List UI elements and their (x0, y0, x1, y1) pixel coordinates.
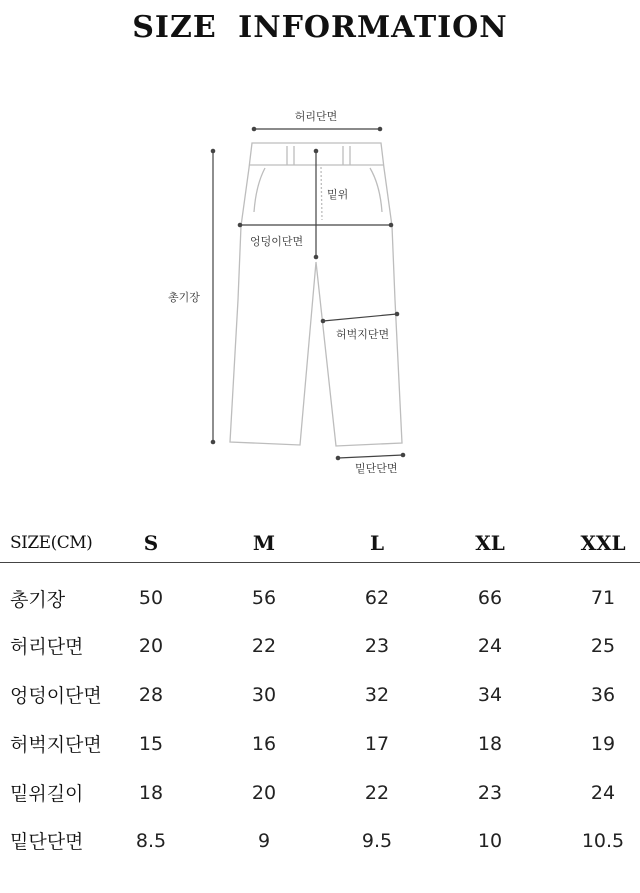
row-label: 엉덩이단면 (10, 685, 102, 707)
row-label: 허리단면 (10, 636, 84, 658)
hip-label: 엉덩이단면 (250, 235, 304, 248)
total-length-measure (168, 149, 215, 445)
total-length-label: 총기장 (168, 291, 200, 304)
table-cell: 34 (477, 684, 503, 706)
size-header-xl: XL (475, 531, 505, 555)
table-cell: 8.5 (135, 830, 167, 852)
row-label: 총기장 (10, 589, 66, 611)
table-cell: 9.5 (361, 830, 393, 852)
table-cell: 24 (477, 635, 503, 657)
table-cell: 22 (251, 635, 277, 657)
table-cell: 28 (138, 684, 164, 706)
thigh-measure (321, 312, 400, 341)
page-title: SIZE INFORMATION (132, 10, 508, 45)
table-cell: 20 (138, 635, 164, 657)
table-cell: 30 (251, 684, 277, 706)
table-cell: 23 (364, 635, 390, 657)
table-cell: 50 (138, 587, 164, 609)
table-cell: 10 (477, 830, 503, 852)
hem-measure (336, 453, 406, 475)
table-cell: 19 (590, 733, 616, 755)
table-cell: 23 (477, 782, 503, 804)
rise-label: 밑위 (327, 188, 349, 201)
table-cell: 25 (590, 635, 616, 657)
row-label: 허벅지단면 (10, 734, 102, 756)
table-cell: 62 (364, 587, 390, 609)
table-cell: 36 (590, 684, 616, 706)
table-cell: 10.5 (581, 830, 625, 852)
table-cell: 24 (590, 782, 616, 804)
thigh-label: 허벅지단면 (336, 328, 390, 341)
size-header-s: S (143, 531, 159, 555)
waist-label: 허리단면 (294, 110, 338, 123)
table-header-label: SIZE(CM) (10, 533, 93, 553)
size-header-xxl: XXL (580, 531, 626, 555)
row-label: 밑단단면 (10, 831, 84, 853)
table-cell: 66 (477, 587, 503, 609)
waist-measure (252, 109, 383, 131)
table-cell: 20 (251, 782, 277, 804)
table-cell: 17 (364, 733, 390, 755)
header-divider (0, 562, 640, 563)
table-cell: 18 (138, 782, 164, 804)
size-header-l: L (369, 531, 385, 555)
table-cell: 71 (590, 587, 616, 609)
table-cell: 16 (251, 733, 277, 755)
table-cell: 15 (138, 733, 164, 755)
hem-label: 밑단단면 (355, 462, 398, 475)
table-cell: 18 (477, 733, 503, 755)
table-cell: 9 (257, 830, 271, 852)
row-label: 밑위길이 (10, 783, 84, 805)
table-cell: 22 (364, 782, 390, 804)
table-cell: 56 (251, 587, 277, 609)
table-cell: 32 (364, 684, 390, 706)
size-header-m: M (252, 531, 276, 555)
